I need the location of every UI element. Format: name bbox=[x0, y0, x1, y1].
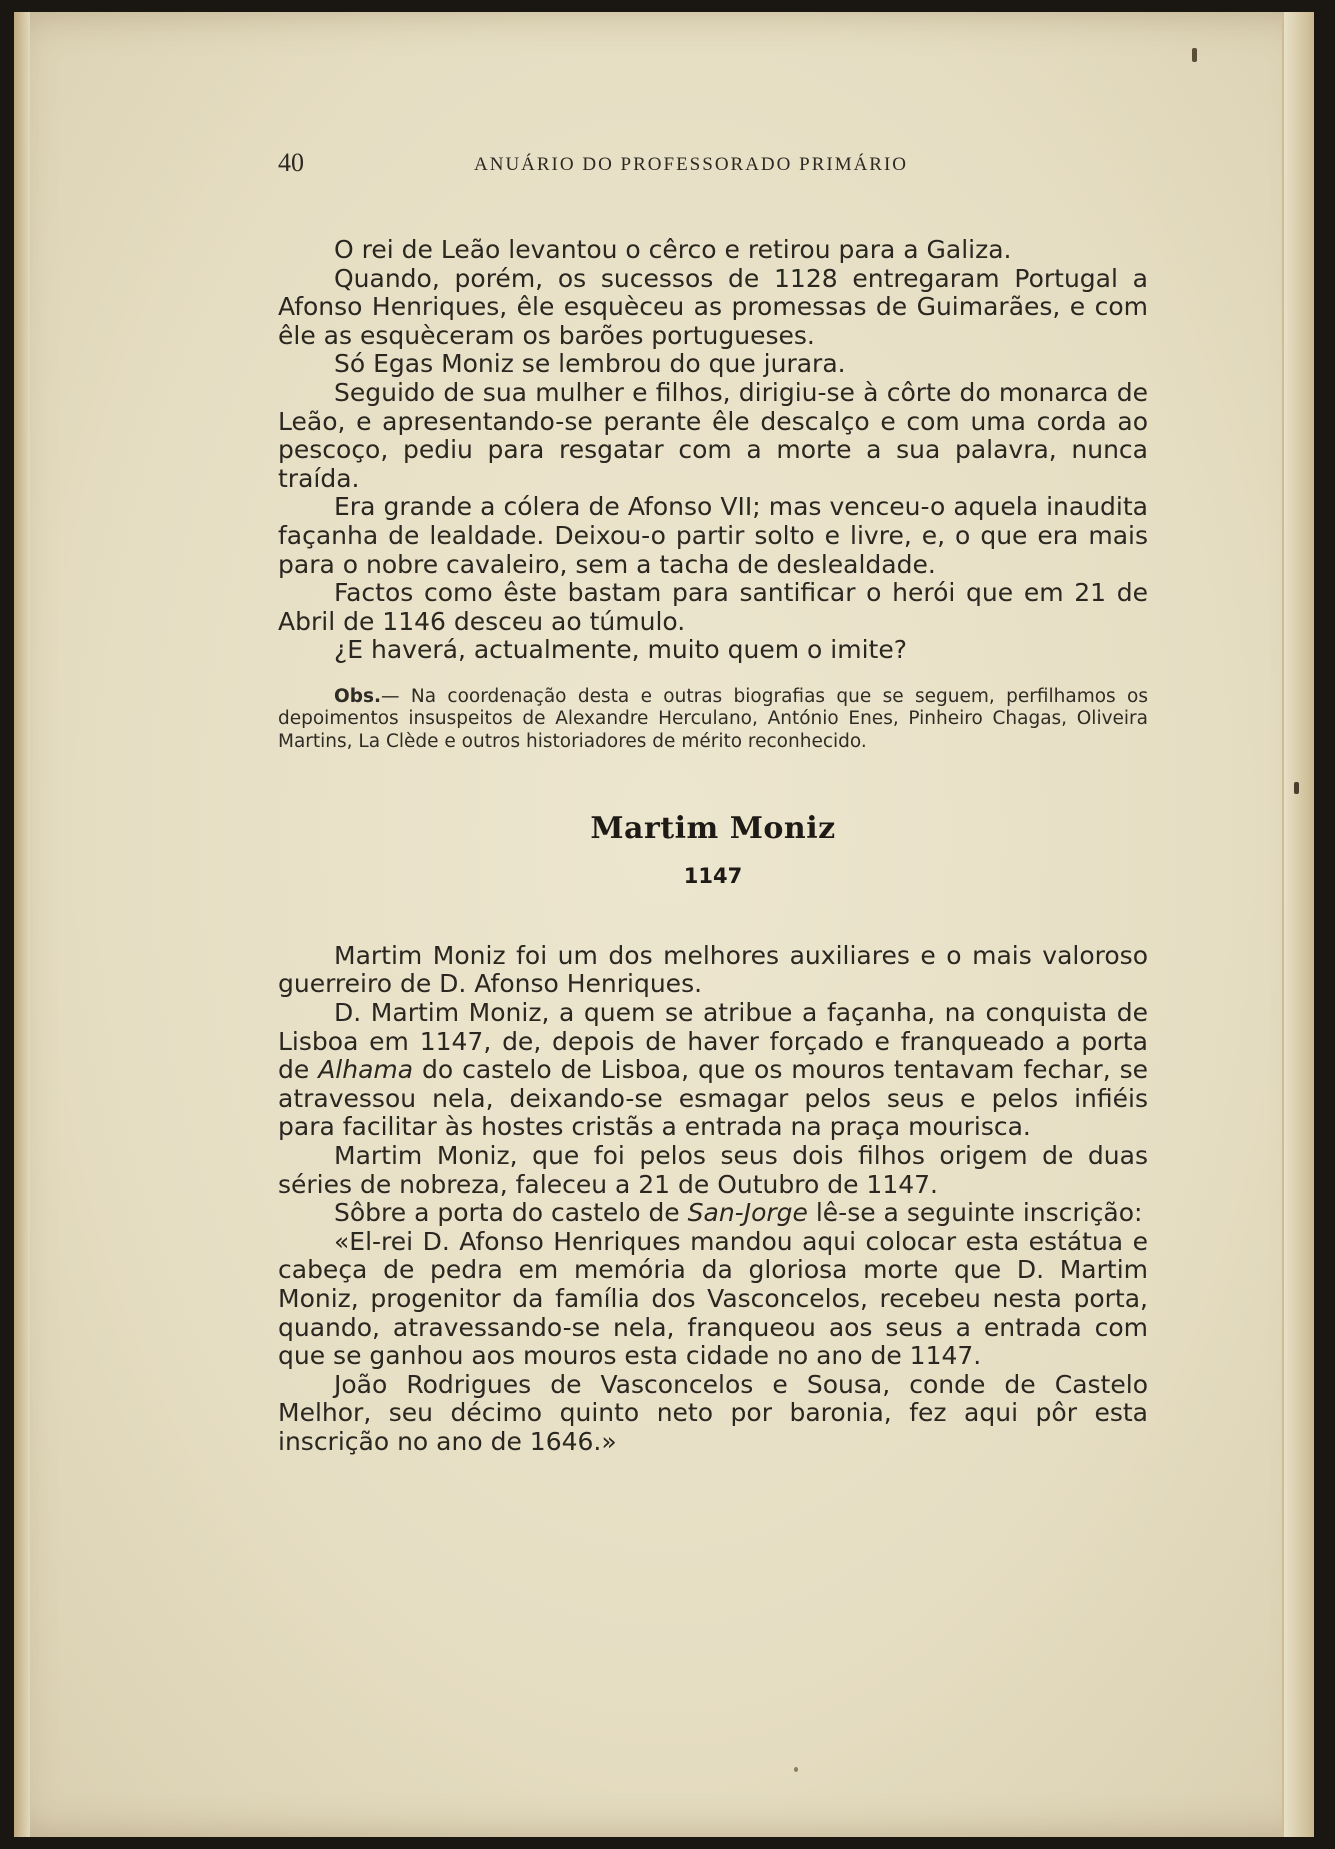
section-year: 1147 bbox=[683, 863, 743, 888]
paragraph bbox=[278, 1199, 1148, 1228]
paragraph: Só Egas Moniz se lembrou do que jurara. bbox=[334, 349, 846, 379]
paragraph: Quando, porém, os sucessos de 1128 entregaram Portugal a Afonso Henriques, êle esquèceu as promessas de Guimarães, e com êle as esquèceram os barões portugueses. bbox=[278, 263, 1148, 350]
paragraph: Era grande a cólera de Afonso VII; mas venceu-o aquela inaudita façanha de lealdade. Deixou-o partir solto e livre, e, o que era mais para o nobre cavaleiro, sem a tacha de deslealdade. bbox=[278, 492, 1148, 579]
text-run: D. Martim Moniz, a quem se atribue a façanha, na conquista de Lisboa em 1147, de, depois de haver forçado e franqueado a porta de bbox=[278, 997, 1148, 1085]
page-number: 40 bbox=[278, 148, 304, 177]
text-run: do castelo de Lisboa, que os mouros tentavam fechar, se atravessou nela, deixando-se esmagar pelos seus e pelos infiéis para facilitar às hostes cristãs a entrada na praça mourisca. bbox=[278, 1055, 1148, 1142]
section-title: Martim Moniz bbox=[590, 810, 836, 846]
paragraph: Factos como êste bastam para santificar o herói que em 21 de Abril de 1146 desceu ao túmulo. bbox=[278, 578, 1148, 636]
inscription-paragraph: João Rodrigues de Vasconcelos e Sousa, conde de Castelo Melhor, seu décimo quinto neto por baronia, fez aqui pôr esta inscrição no ano de 1646.» bbox=[278, 1369, 1148, 1456]
page-edge-left bbox=[14, 12, 30, 1837]
page-edge-right bbox=[1282, 12, 1314, 1837]
ink-mark bbox=[1294, 782, 1299, 794]
section-heading bbox=[278, 811, 1148, 888]
running-title: ANUÁRIO DO PROFESSORADO PRIMÁRIO bbox=[474, 154, 909, 175]
footnote-label: Obs. bbox=[334, 685, 382, 707]
page-body bbox=[278, 236, 1148, 1456]
text-run: Sôbre a porta do castelo de bbox=[334, 1198, 688, 1228]
footnote-text: — Na coordenação desta e outras biografias que se seguem, perfilhamos os depoimentos insuspeitos de Alexandre Herculano, António Enes, Pinheiro Chagas, Oliveira Martins, La Clède e outros historiadores de mérito reconhecido. bbox=[278, 685, 1148, 752]
paragraph: Martim Moniz foi um dos melhores auxiliares e o mais valoroso guerreiro de D. Afonso Henriques. bbox=[278, 940, 1148, 999]
text-run: lê-se a seguinte inscrição: bbox=[807, 1198, 1143, 1228]
paragraph: O rei de Leão levantou o cêrco e retirou para a Galiza. bbox=[334, 235, 1012, 264]
place-name: San-Jorge bbox=[687, 1198, 808, 1228]
paragraph: ¿E haverá, actualmente, muito quem o imite? bbox=[334, 635, 907, 665]
paragraph: Martim Moniz, que foi pelos seus dois filhos origem de duas séries de nobreza, faleceu a 21 de Outubro de 1147. bbox=[278, 1140, 1148, 1199]
footnote bbox=[278, 686, 1148, 753]
ink-mark bbox=[794, 1767, 798, 1772]
section-body bbox=[278, 942, 1148, 1457]
inscription-paragraph: «El-rei D. Afonso Henriques mandou aqui colocar esta estátua e cabeça de pedra em memória da gloriosa morte que D. Martim Moniz, progenitor da família dos Vasconcelos, recebeu nesta porta, quando, atravessando-se nela, franqueou aos seus a entrada com que se ganhou aos mouros esta cidade no ano de 1147. bbox=[278, 1226, 1148, 1371]
paragraph bbox=[278, 999, 1148, 1142]
place-name: Alhama bbox=[318, 1055, 414, 1085]
ink-mark bbox=[1192, 48, 1197, 62]
paragraph: Seguido de sua mulher e filhos, dirigiu-se à côrte do monarca de Leão, e apresentando-se perante êle descalço e com uma corda ao pescoço, pediu para resgatar com a morte a sua palavra, nunca traída. bbox=[278, 377, 1148, 493]
